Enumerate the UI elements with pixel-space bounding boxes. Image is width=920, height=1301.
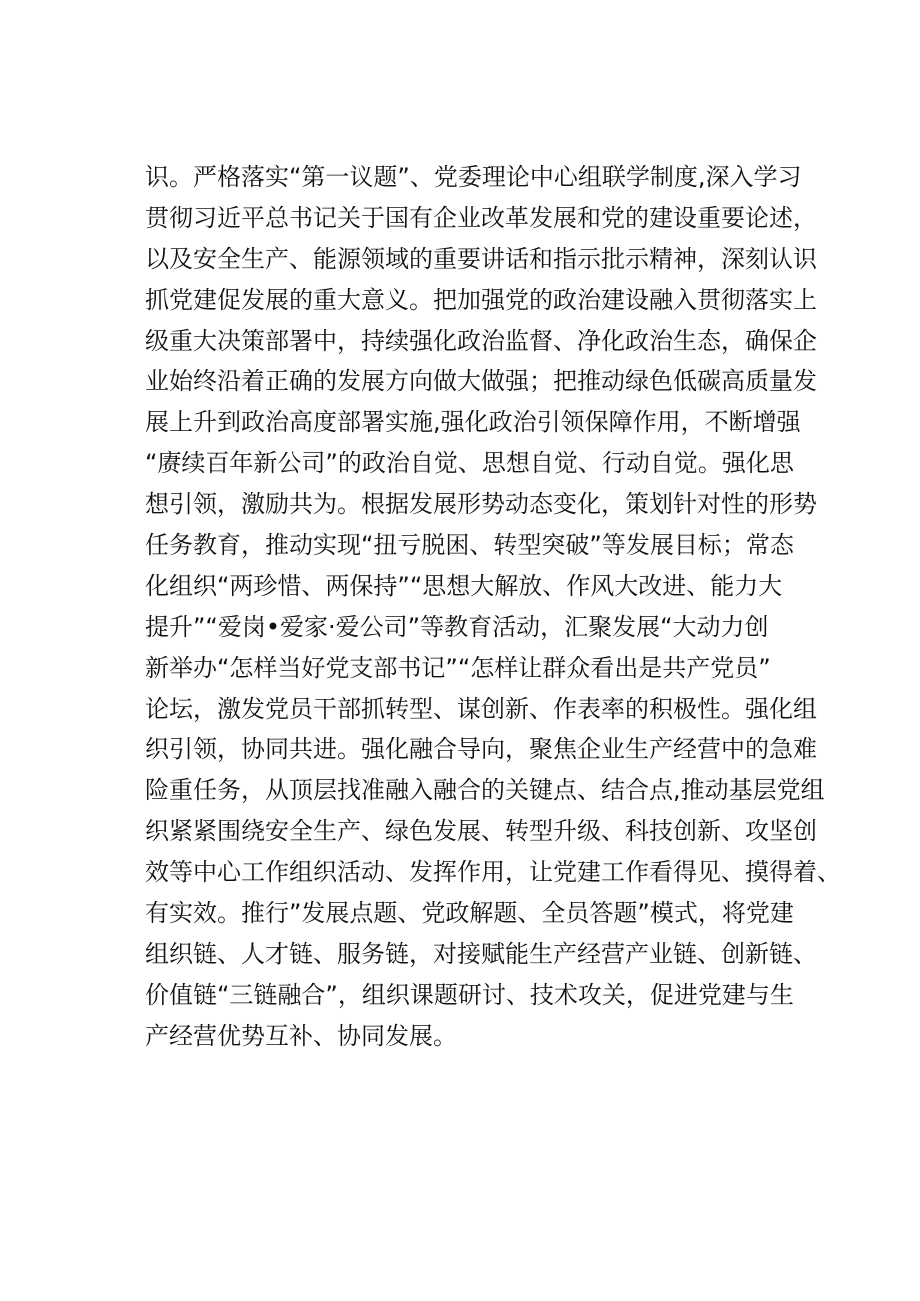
text-line: 组织链、人才链、服务链，对接赋能生产经营产业链、创新链、: [145, 939, 817, 968]
text-line: 业始终沿着正确的发展方向做大做强；把推动绿色低碳高质量发: [145, 367, 817, 396]
text-line: 识。严格落实“第一议题”、党委理论中心组联学制度,深入学习: [145, 163, 802, 191]
text-line: 想引领，激励共为。根据发展形势动态变化，策划针对性的形势: [145, 490, 817, 519]
text-line: 以及安全生产、能源领域的重要讲话和指示批示精神，深刻认识: [145, 244, 817, 273]
text-line: 贯彻习近平总书记关于国有企业改革发展和党的建设重要论述，: [145, 203, 817, 232]
text-line: 展上升到政治高度部署实施,强化政治引领保障作用，不断增强: [145, 408, 801, 437]
text-line: 提升”“爱岗•爱家·爱公司”等教育活动，汇聚发展“大动力创: [145, 612, 769, 641]
text-line: 险重任务，从顶层找准融入融合的关键点、结合点,推动基层党组: [145, 776, 825, 805]
text-line: 抓党建促发展的重大意义。把加强党的政治建设融入贯彻落实上: [145, 285, 817, 314]
text-line: 任务教育，推动实现“扭亏脱困、转型突破”等发展目标；常态: [145, 531, 794, 560]
text-line: 级重大决策部署中，持续强化政治监督、净化政治生态，确保企: [145, 326, 817, 355]
text-line: 有实效。推行”发展点题、党政解题、全员答题”模式，将党建: [145, 899, 794, 928]
text-line: 论坛，激发党员干部抓转型、谋创新、作表率的积极性。强化组: [145, 694, 817, 723]
text-line: 效等中心工作组织活动、发挥作用，让党建工作看得见、摸得着、: [145, 858, 841, 887]
text-line: 价值链“三链融合”，组织课题研讨、技术攻关，促进党建与生: [145, 980, 794, 1009]
text-line: 新举办“怎样当好党支部书记”“怎样让群众看出是共产党员”: [145, 653, 771, 682]
text-line: 化组织“两珍惜、两保持”“思想大解放、作风大改进、能力大: [145, 571, 783, 600]
text-line: 织引领，协同共进。强化融合导向，聚焦企业生产经营中的急难: [145, 735, 817, 764]
text-line: 织紧紧围绕安全生产、绿色发展、转型升级、科技创新、攻坚创: [145, 817, 817, 846]
text-line: “赓续百年新公司”的政治自觉、思想自觉、行动自觉。强化思: [145, 449, 794, 478]
text-line: 产经营优势互补、协同发展。: [145, 1021, 457, 1050]
body-paragraph: [145, 157, 841, 1057]
